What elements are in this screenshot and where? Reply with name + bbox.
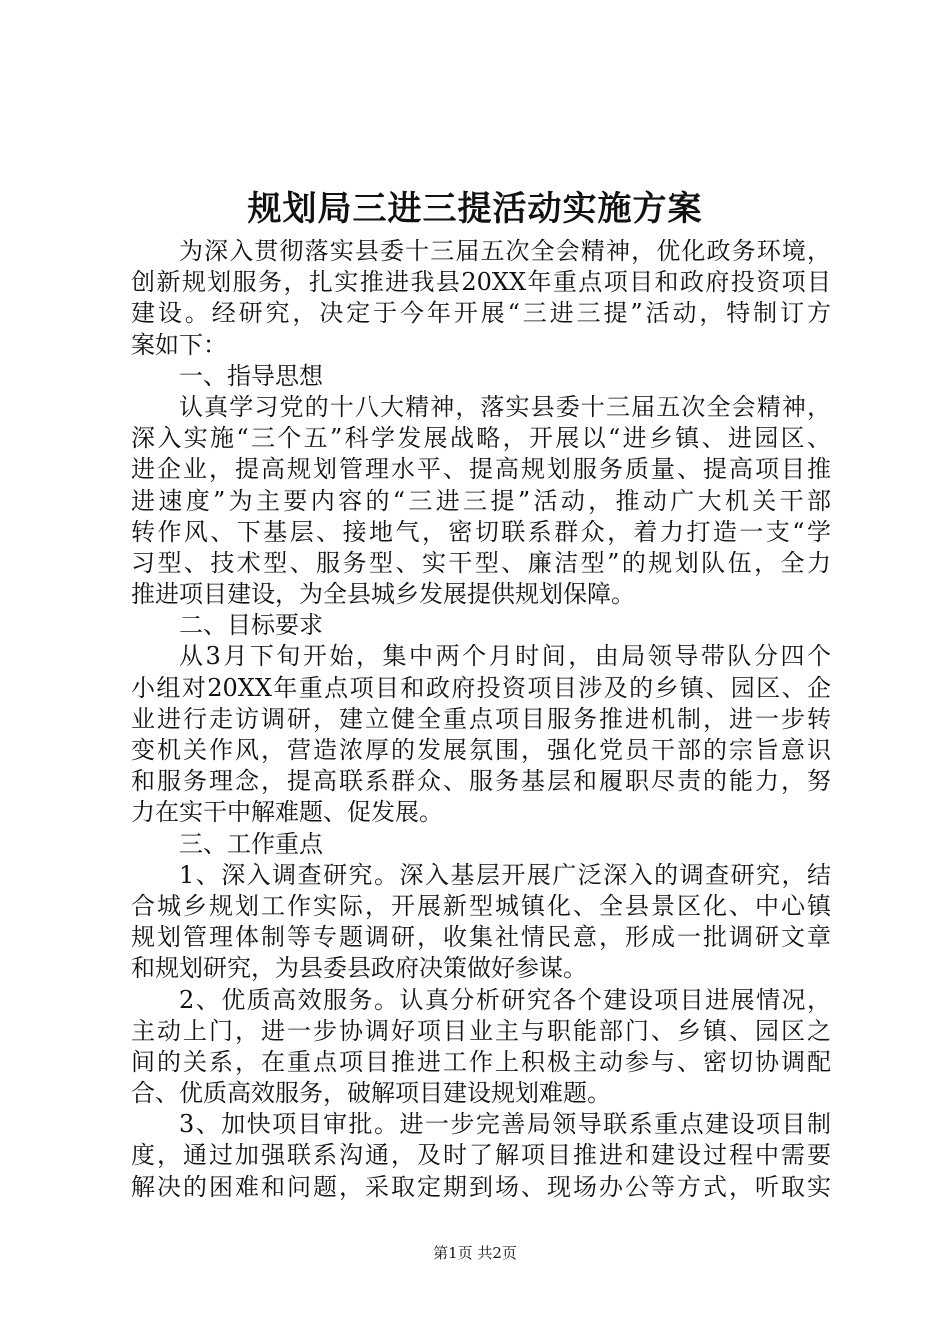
text-line: 业进行走访调研，建立健全重点项目服务推进机制，进一步转 — [131, 704, 831, 733]
text-line: 建设。经研究，决定于今年开展“三进三提”活动，特制订方 — [131, 299, 831, 328]
text-line: 1、深入调查研究。深入基层开展广泛深入的调查研究，结 — [179, 860, 831, 889]
text-line: 主动上门，进一步协调好项目业主与职能部门、乡镇、园区之 — [131, 1016, 831, 1045]
text-line: 三、工作重点 — [179, 829, 323, 858]
text-line: 解决的困难和问题，采取定期到场、现场办公等方式，听取实 — [131, 1172, 831, 1201]
text-line: 间的关系，在重点项目推进工作上积极主动参与、密切协调配 — [131, 1047, 831, 1076]
text-line: 进企业，提高规划管理水平、提高规划服务质量、提高项目推 — [131, 455, 831, 484]
text-line: 案如下： — [131, 330, 227, 359]
text-line: 深入实施“三个五”科学发展战略，开展以“进乡镇、进园区、 — [131, 424, 831, 453]
text-line: 2、优质高效服务。认真分析研究各个建设项目进展情况， — [179, 985, 831, 1014]
text-line: 变机关作风，营造浓厚的发展氛围，强化党员干部的宗旨意识 — [131, 736, 831, 764]
text-line: 合城乡规划工作实际，开展新型城镇化、全县景区化、中心镇 — [131, 891, 831, 920]
text-line: 小组对20XX年重点项目和政府投资项目涉及的乡镇、园区、企 — [131, 673, 831, 702]
text-line: 进速度”为主要内容的“三进三提”活动，推动广大机关干部 — [131, 486, 831, 515]
text-line: 转作风、下基层、接地气，密切联系群众，着力打造一支“学 — [131, 517, 831, 546]
document-body — [131, 236, 831, 1203]
text-line: 二、目标要求 — [179, 611, 323, 640]
text-line: 一、指导思想 — [179, 361, 323, 390]
text-line: 推进项目建设，为全县城乡发展提供规划保障。 — [131, 580, 635, 609]
text-line: 3、加快项目审批。进一步完善局领导联系重点建设项目制 — [179, 1110, 831, 1139]
text-line: 力在实干中解难题、促发展。 — [131, 798, 443, 827]
text-line: 和规划研究，为县委县政府决策做好参谋。 — [131, 954, 587, 983]
text-line: 规划管理体制等专题调研，收集社情民意，形成一批调研文章 — [131, 923, 831, 952]
text-line: 度，通过加强联系沟通，及时了解项目推进和建设过程中需要 — [131, 1141, 831, 1170]
page-footer: 第1页 共2页 — [433, 1244, 517, 1262]
text-line: 习型、技术型、服务型、实干型、廉洁型”的规划队伍，全力 — [131, 548, 831, 577]
text-line: 为深入贯彻落实县委十三届五次全会精神，优化政务环境， — [179, 237, 831, 265]
text-line: 从3月下旬开始，集中两个月时间，由局领导带队分四个 — [179, 642, 831, 671]
text-line: 和服务理念，提高联系群众、服务基层和履职尽责的能力，努 — [131, 767, 831, 796]
text-line: 创新规划服务，扎实推进我县20XX年重点项目和政府投资项目 — [131, 268, 831, 297]
document-title: 规划局三进三提活动实施方案 — [247, 189, 703, 229]
text-line: 合、优质高效服务，破解项目建设规划难题。 — [131, 1079, 611, 1108]
text-line: 认真学习党的十八大精神，落实县委十三届五次全会精神， — [179, 392, 831, 421]
